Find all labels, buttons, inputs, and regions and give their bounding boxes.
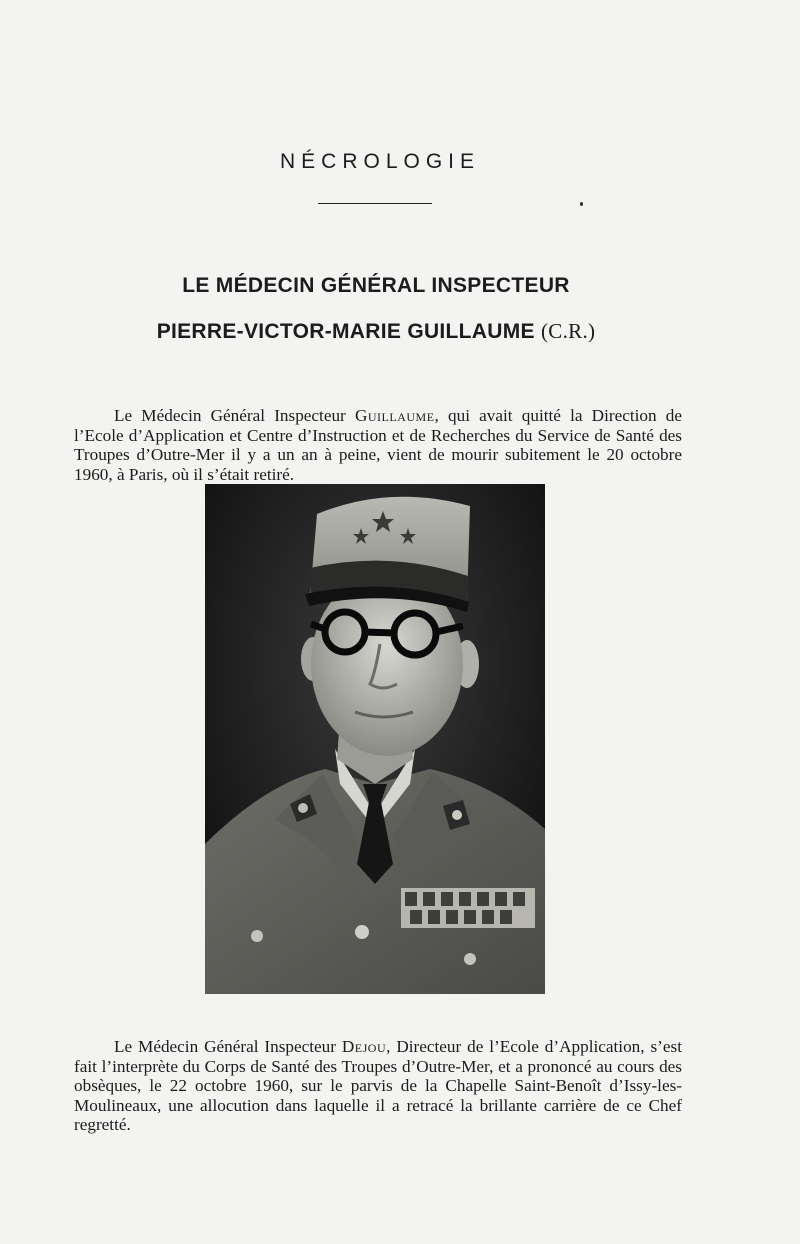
section-title: NÉCROLOGIE [279,150,481,173]
portrait-photo [205,484,545,994]
title-divider [318,203,432,204]
closing-person-name: Dejou [341,1037,387,1057]
closing-paragraph [74,1037,682,1135]
headline-suffix: (C.R.) [540,319,596,343]
headline-line-1: LE MÉDECIN GÉNÉRAL INSPECTEUR [182,274,570,297]
intro-text-start: Le Médecin Général Inspecteur [114,406,355,426]
headline-name: PIERRE-VICTOR-MARIE GUILLAUME [156,320,535,343]
print-speck [580,202,583,206]
intro-person-name: Guillaume [354,406,435,426]
intro-paragraph [74,406,682,484]
closing-text-start: Le Médecin Général Inspecteur [114,1037,342,1057]
headline-line-2 [0,319,752,344]
intro-text-end: , qui avait quitté la Direction de l’Ecole d’Application et Centre d’Instruction et de Recherches du Service de Santé des Troupes d’Outre-Mer il y a un an à peine, vient de mourir subitement le 20 octobre 1960, à Paris, où il s’était retiré. [74,406,682,484]
closing-text-end: , Directeur de l’Ecole d’Application, s’est fait l’interprète du Corps de Santé des Troupes d’Outre-Mer, et a prononcé au cours des obsèques, le 22 octobre 1960, sur le parvis de la Chapelle Saint-Benoît d’Issy-les-Moulineaux, une allocution dans laquelle il a retracé la brillante carrière de ce Chef regretté. [74,1037,682,1135]
